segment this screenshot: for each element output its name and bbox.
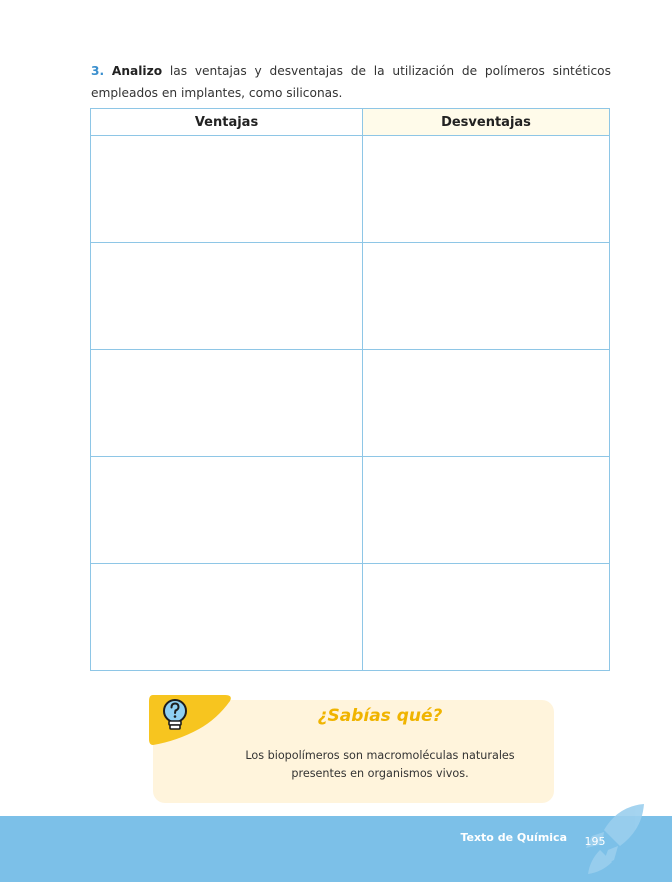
header-desventajas: Desventajas bbox=[363, 109, 610, 136]
question-number: 3. bbox=[91, 64, 105, 78]
advantages-disadvantages-table bbox=[90, 108, 610, 671]
header-ventajas: Ventajas bbox=[91, 109, 363, 136]
page-number: 195 bbox=[584, 835, 606, 848]
footer-band bbox=[0, 816, 672, 882]
desventajas-cell[interactable] bbox=[363, 243, 610, 350]
desventajas-cell[interactable] bbox=[363, 457, 610, 564]
table-row bbox=[91, 243, 610, 350]
table-header-row bbox=[91, 109, 610, 136]
question-text: las ventajas y desventajas de la utilización de polímeros sintéticos empleados en implantes, como siliconas. bbox=[91, 64, 611, 100]
tip-text: Los biopolímeros son macromoléculas naturales presentes en organismos vivos. bbox=[245, 749, 515, 780]
table-row bbox=[91, 457, 610, 564]
tip-title: ¿Sabías qué? bbox=[317, 706, 443, 726]
ventajas-cell[interactable] bbox=[91, 457, 363, 564]
desventajas-cell[interactable] bbox=[363, 136, 610, 243]
table-row bbox=[91, 136, 610, 243]
desventajas-cell[interactable] bbox=[363, 564, 610, 671]
book-title: Texto de Química bbox=[460, 831, 567, 844]
ventajas-cell[interactable] bbox=[91, 564, 363, 671]
table-row bbox=[91, 564, 610, 671]
question-statement bbox=[91, 60, 611, 104]
ventajas-cell[interactable] bbox=[91, 350, 363, 457]
ventajas-cell[interactable] bbox=[91, 243, 363, 350]
desventajas-cell[interactable] bbox=[363, 350, 610, 457]
tip-tab bbox=[147, 693, 233, 745]
ventajas-cell[interactable] bbox=[91, 136, 363, 243]
question-verb: Analizo bbox=[111, 64, 163, 78]
table-row bbox=[91, 350, 610, 457]
